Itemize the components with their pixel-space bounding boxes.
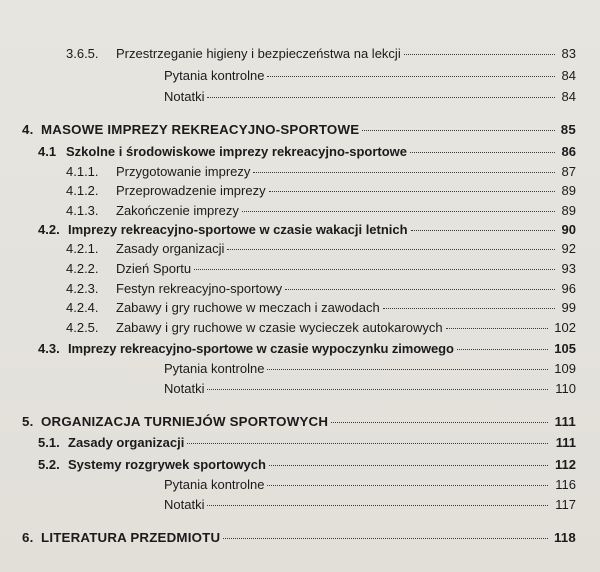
entry-number: 4.2.5. xyxy=(66,320,99,335)
entry-number: 4.2. xyxy=(38,222,60,237)
entry-title: LITERATURA PRZEDMIOTU xyxy=(41,530,221,545)
entry-title: Przygotowanie imprezy xyxy=(116,164,251,179)
dot-leader xyxy=(285,289,555,290)
entry-page: 105 xyxy=(554,341,576,356)
entry-title: Zabawy i gry ruchowe w meczach i zawodach xyxy=(116,300,380,315)
entry-page: 118 xyxy=(553,530,576,545)
toc-chapter-5 xyxy=(22,414,576,434)
toc-entry-questions xyxy=(164,361,576,381)
dot-leader xyxy=(253,172,555,173)
entry-page: 85 xyxy=(560,122,576,137)
toc-section-4-2 xyxy=(38,222,576,242)
entry-number: 5.2. xyxy=(38,457,60,472)
entry-title: Zakończenie imprezy xyxy=(116,203,239,218)
entry-number: 4.2.1. xyxy=(66,241,99,256)
entry-page: 89 xyxy=(561,203,576,218)
toc-chapter-4 xyxy=(22,122,576,142)
entry-title: Pytania kontrolne xyxy=(164,477,265,492)
entry-number: 4.2.2. xyxy=(66,261,99,276)
dot-leader xyxy=(227,249,555,250)
entry-number: 5.1. xyxy=(38,435,60,450)
dot-leader xyxy=(269,191,555,192)
entry-page: 117 xyxy=(555,497,576,512)
toc-entry-notes xyxy=(164,381,576,401)
dot-leader xyxy=(194,269,555,270)
entry-page: 86 xyxy=(561,144,576,159)
toc-entry-questions xyxy=(164,477,576,497)
entry-page: 112 xyxy=(555,457,576,472)
entry-page: 83 xyxy=(561,46,576,61)
entry-number: 4.2.3. xyxy=(66,281,99,296)
dot-leader xyxy=(446,328,548,329)
dot-leader xyxy=(411,230,555,231)
toc-entry-4-2-3 xyxy=(66,281,576,301)
entry-page: 110 xyxy=(555,381,576,396)
dot-leader xyxy=(383,308,555,309)
entry-title: Zabawy i gry ruchowe w czasie wycieczek autokarowych xyxy=(116,320,443,335)
entry-number: 4.1.2. xyxy=(66,183,99,198)
toc-entry-questions xyxy=(164,68,576,88)
entry-number: 4.3. xyxy=(38,341,60,356)
dot-leader xyxy=(410,152,555,153)
entry-page: 111 xyxy=(555,435,576,450)
toc-entry-4-2-5 xyxy=(66,320,576,340)
dot-leader xyxy=(187,443,548,444)
entry-title: Festyn rekreacyjno-sportowy xyxy=(116,281,283,296)
entry-title: Pytania kontrolne xyxy=(164,361,265,376)
entry-number: 6. xyxy=(22,530,34,545)
entry-title: Dzień Sportu xyxy=(116,261,192,276)
entry-title: Przestrzeganie higieny i bezpieczeństwa na lekcji xyxy=(116,46,401,61)
toc-entry-4-1-3 xyxy=(66,203,576,223)
toc-entry-4-2-1 xyxy=(66,241,576,261)
entry-page: 99 xyxy=(561,300,576,315)
entry-number: 5. xyxy=(22,414,34,429)
entry-page: 92 xyxy=(561,241,576,256)
toc-section-5-1 xyxy=(38,435,576,455)
toc-entry-4-1-1 xyxy=(66,164,576,184)
dot-leader xyxy=(267,369,548,370)
toc-entry-3-6-5 xyxy=(66,46,576,66)
entry-number: 4.2.4. xyxy=(66,300,99,315)
entry-title: Imprezy rekreacyjno-sportowe w czasie wakacji letnich xyxy=(68,222,408,237)
entry-title: Notatki xyxy=(164,381,205,396)
entry-page: 93 xyxy=(561,261,576,276)
entry-title: Imprezy rekreacyjno-sportowe w czasie wypoczynku zimowego xyxy=(68,341,454,356)
entry-title: Przeprowadzenie imprezy xyxy=(116,183,266,198)
entry-page: 111 xyxy=(554,414,576,429)
entry-title: Pytania kontrolne xyxy=(164,68,265,83)
entry-page: 96 xyxy=(561,281,576,296)
toc-entry-notes xyxy=(164,497,576,517)
entry-title: Zasady organizacji xyxy=(68,435,185,450)
entry-number: 4. xyxy=(22,122,34,137)
dot-leader xyxy=(457,349,548,350)
toc-entry-4-2-4 xyxy=(66,300,576,320)
dot-leader xyxy=(223,538,548,539)
entry-title: Systemy rozgrywek sportowych xyxy=(68,457,266,472)
toc-chapter-6 xyxy=(22,530,576,550)
entry-number: 4.1.3. xyxy=(66,203,99,218)
dot-leader xyxy=(267,485,548,486)
entry-page: 84 xyxy=(561,89,576,104)
entry-page: 109 xyxy=(554,361,576,376)
toc-entry-4-2-2 xyxy=(66,261,576,281)
toc-entry-notes xyxy=(164,89,576,109)
entry-title: ORGANIZACJA TURNIEJÓW SPORTOWYCH xyxy=(41,414,329,429)
toc-section-4-1 xyxy=(38,144,576,164)
entry-page: 102 xyxy=(554,320,576,335)
entry-number: 3.6.5. xyxy=(66,46,99,61)
dot-leader xyxy=(207,97,555,98)
entry-title: MASOWE IMPREZY REKREACYJNO-SPORTOWE xyxy=(41,122,360,137)
entry-number: 4.1.1. xyxy=(66,164,99,179)
entry-page: 90 xyxy=(561,222,576,237)
dot-leader xyxy=(207,505,548,506)
entry-page: 116 xyxy=(555,477,576,492)
entry-title: Notatki xyxy=(164,497,205,512)
dot-leader xyxy=(362,130,555,131)
entry-number: 4.1 xyxy=(38,144,57,159)
entry-title: Notatki xyxy=(164,89,205,104)
entry-title: Zasady organizacji xyxy=(116,241,225,256)
toc-entry-4-1-2 xyxy=(66,183,576,203)
dot-leader xyxy=(331,422,548,423)
toc-section-5-2 xyxy=(38,457,576,477)
entry-page: 84 xyxy=(561,68,576,83)
dot-leader xyxy=(207,389,548,390)
dot-leader xyxy=(269,465,548,466)
dot-leader xyxy=(267,76,555,77)
dot-leader xyxy=(404,54,555,55)
entry-page: 89 xyxy=(561,183,576,198)
entry-page: 87 xyxy=(561,164,576,179)
entry-title: Szkolne i środowiskowe imprezy rekreacyjno-sportowe xyxy=(66,144,407,159)
toc-section-4-3 xyxy=(38,341,576,361)
dot-leader xyxy=(242,211,555,212)
